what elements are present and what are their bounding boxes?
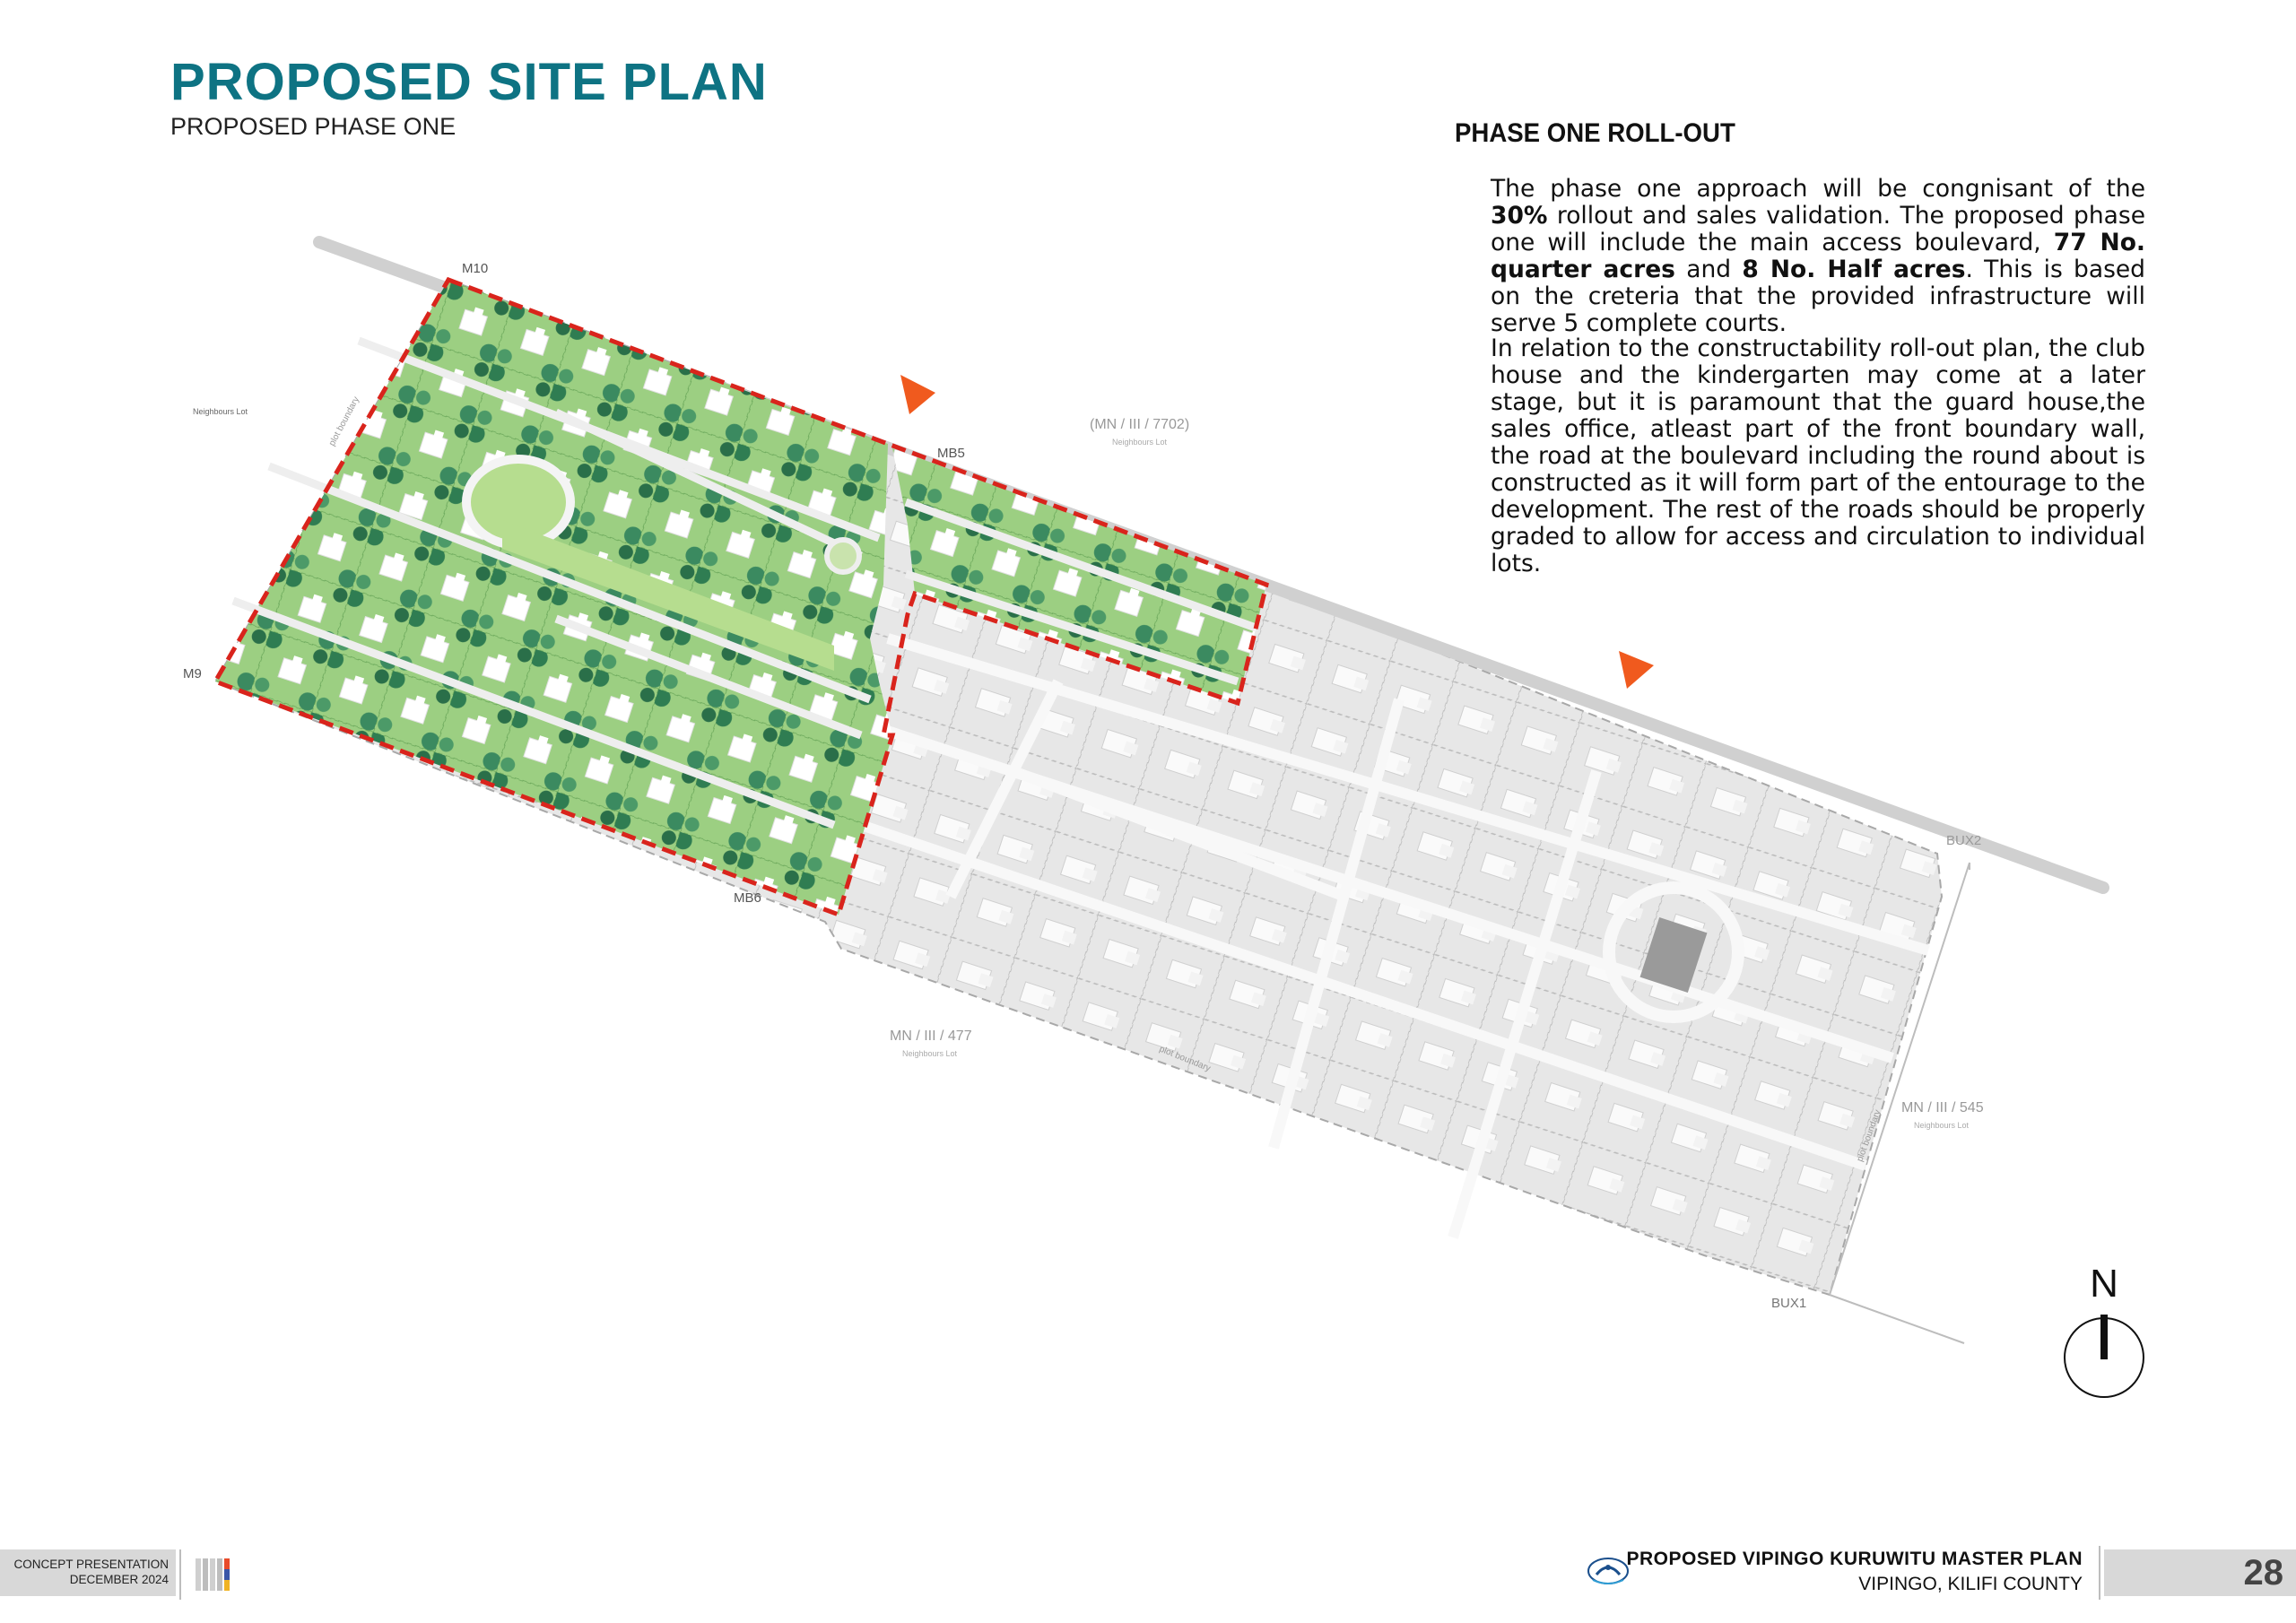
paragraph-rollout-plan: In relation to the constructability roll-out plan, the club house and the kindergarten may come at a later stage, but it is paramount that the guard house,the sales office, atleast part of the front boundary wall, the road at the boulevard including the round about is constructed as it will form part of the entourage to the development. The rest of the roads should be properly graded to allow for access and circulation to individual lots. [1491, 334, 2145, 577]
paragraph-phase-one: The phase one approach will be congnisant of the 30% rollout and sales validation. The proposed phase one will include the main access boulevard, 77 No. quarter acres and 8 No. Half acres. This is based on the creteria that the provided infrastructure will serve 5 complete courts. [1491, 175, 2146, 337]
footer-left-text [0, 1557, 169, 1587]
project-title: PROPOSED VIPINGO KURUWITU MASTER PLAN [1626, 1549, 2083, 1569]
map-label-m10: M10 [462, 261, 489, 276]
map-label-neighbours-west: Neighbours Lot [193, 407, 248, 416]
map-label-lot-477: MN / III / 477 [890, 1028, 972, 1044]
map-label-mb6: MB6 [734, 890, 761, 906]
entry-marker-icon [1619, 651, 1654, 689]
map-label-plot-boundary: plot boundary [1855, 1108, 1883, 1164]
page-subtitle: PROPOSED PHASE ONE [170, 113, 457, 140]
north-label: N [2090, 1262, 2118, 1306]
project-location: VIPINGO, KILIFI COUNTY [1858, 1574, 2083, 1594]
footer-date: DECEMBER 2024 [69, 1573, 169, 1586]
map-label-neighbours-east: Neighbours Lot [1914, 1121, 1970, 1130]
map-label-neighbours-south: Neighbours Lot [902, 1049, 958, 1058]
map-label-neighbours-north: Neighbours Lot [1112, 438, 1168, 447]
page-number: 28 [2243, 1553, 2283, 1593]
footer-divider [179, 1549, 181, 1600]
footer-vertical-divider [2099, 1546, 2100, 1600]
north-arrow-icon [2059, 1257, 2149, 1401]
map-label-m9: M9 [183, 666, 202, 681]
section-heading: PHASE ONE ROLL-OUT [1455, 118, 1735, 148]
map-label-lot-545: MN / III / 545 [1901, 1100, 1984, 1115]
map-label-lot-7702: (MN / III / 7702) [1090, 417, 1190, 432]
firm-logo-icon [192, 1551, 242, 1594]
map-label-bux2: BUX2 [1946, 833, 1982, 848]
map-label-plot-boundary: plot boundary [1157, 1044, 1213, 1074]
footer-presentation-label: CONCEPT PRESENTATION [13, 1558, 169, 1571]
map-label-plot-boundary: plot boundary [326, 395, 362, 448]
entry-marker-icon [900, 375, 935, 414]
page-title: PROPOSED SITE PLAN [170, 53, 768, 111]
map-label-bux1: BUX1 [1771, 1296, 1807, 1311]
map-label-mb5: MB5 [937, 446, 965, 461]
